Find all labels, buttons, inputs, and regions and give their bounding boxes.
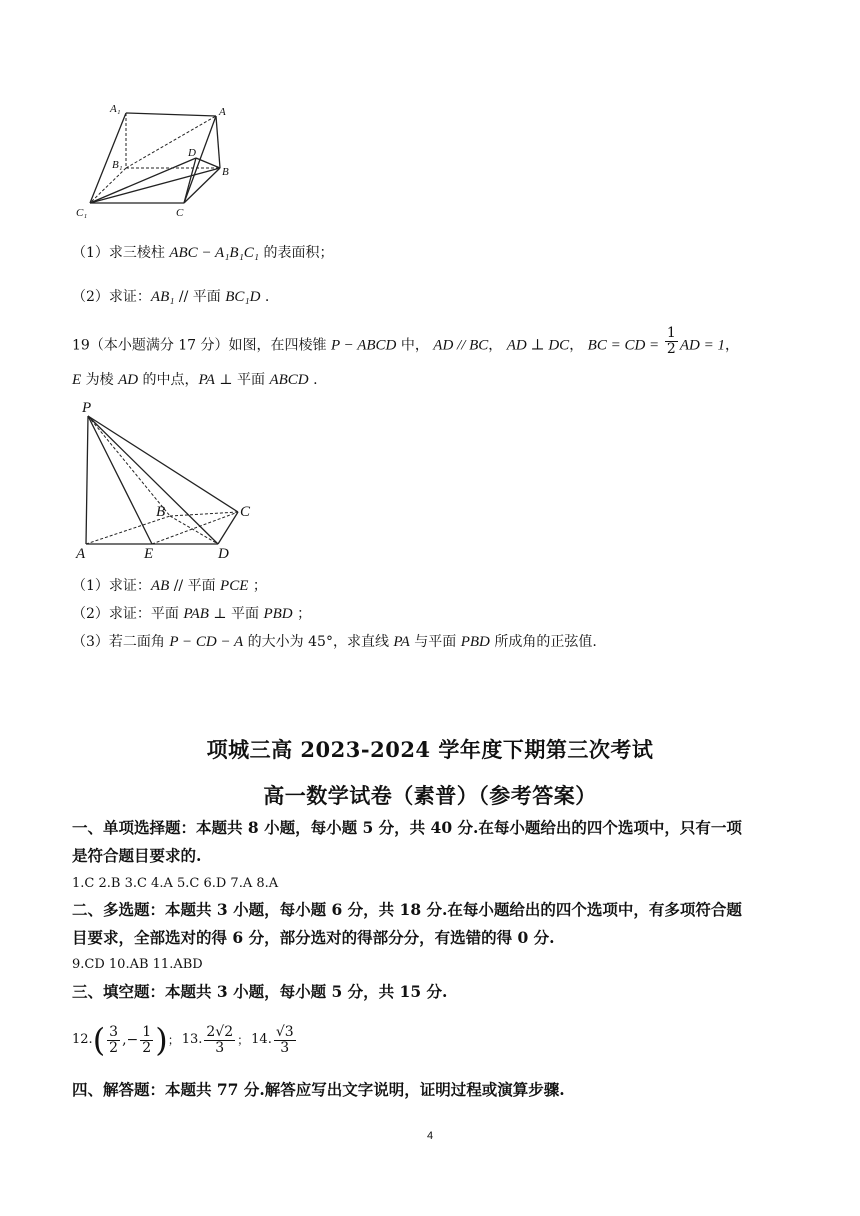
q19-line2: E 为棱 AD 的中点，PA ⊥ 平面 ABCD . [72, 372, 318, 388]
section3-header: 三、填空题：本题共 3 小题，每小题 5 分，共 15 分. [72, 982, 448, 1001]
label-d: D [188, 147, 196, 159]
page-number: 4 [426, 1130, 434, 1142]
label-c: C [240, 504, 251, 520]
q18-part1: （1）求三棱柱 ABC − A₁B₁C₁ 的表面积； [72, 245, 334, 261]
label-p: P [82, 400, 92, 416]
a13-frac: $\frac{2√2}{3}$ [206, 1023, 234, 1056]
section4-header: 四、解答题：本题共 77 分.解答应写出文字说明，证明过程或演算步骤. [72, 1080, 565, 1099]
answer-title-main: 项城三高 2023-2024 学年度下期第三次考试 [206, 737, 654, 762]
label-e: E [144, 546, 154, 562]
q19-part2: （2）求证：平面 PAB ⊥ 平面 PBD ； [72, 606, 312, 622]
section2-header-line1: 二、多选题：本题共 3 小题，每小题 6 分，共 18 分.在每小题给出的四个选项中，有多项符合题 [72, 900, 742, 919]
label-b: B [222, 166, 229, 178]
label-d: D [218, 546, 229, 562]
paren-left: ( [92, 1021, 106, 1059]
label-b: B [156, 504, 166, 520]
label-b1: B₁ [112, 159, 123, 171]
prism-figure [72, 100, 242, 222]
label-a: A [76, 546, 86, 562]
q18-part2: （2）求证：AB₁ // 平面 BC₁D . [72, 289, 270, 305]
section1-answers: 1.C 2.B 3.C 4.A 5.C 6.D 7.A 8.A [72, 876, 279, 891]
label-c: C [176, 207, 184, 219]
section1-header-line1: 一、单项选择题：本题共 8 小题，每小题 5 分，共 40 分.在每小题给出的四个选项中，只有一项 [72, 818, 742, 837]
q19-part3: （3）若二面角 P − CD − A 的大小为 45°，求直线 PA 与平面 PBD 所成角的正弦值. [72, 634, 597, 650]
section3-answers: 12. ( $\frac{3}{2}$ ,− $\frac{1}{2}$ ) ； 13. $\frac{2√2}{3}$ ； 14. $\frac{√3}{3}$ [72, 1021, 294, 1059]
answer-title-sub: 高一数学试卷（素普）（参考答案） [263, 783, 597, 808]
q19-intro: 19（本小题满分 17 分）如图，在四棱锥 P − ABCD 中， AD // BC， AD ⊥ DC， BC = CD = $\frac{1}{2}$ AD = 1， [72, 325, 739, 357]
fraction-half: $\frac{1}{2}$ [666, 325, 676, 357]
a14-frac: $\frac{√3}{3}$ [275, 1023, 294, 1056]
section1-header-line2: 是符合题目要求的. [72, 846, 202, 865]
q19-part1: （1）求证：AB // 平面 PCE ； [72, 578, 267, 594]
section2-answers: 9.CD 10.AB 11.ABD [72, 957, 203, 972]
a12-frac1: $\frac{3}{2}$ [109, 1023, 119, 1056]
section2-header-line2: 目要求，全部选对的得 6 分，部分选对的得部分分，有选错的得 0 分. [72, 928, 555, 947]
paren-right: ) [155, 1021, 168, 1059]
pyramid-figure [72, 396, 262, 562]
label-c1: C₁ [76, 207, 88, 219]
a12-frac2: $\frac{1}{2}$ [142, 1023, 152, 1056]
label-a1: A₁ [110, 103, 121, 115]
label-a: A [219, 106, 226, 118]
